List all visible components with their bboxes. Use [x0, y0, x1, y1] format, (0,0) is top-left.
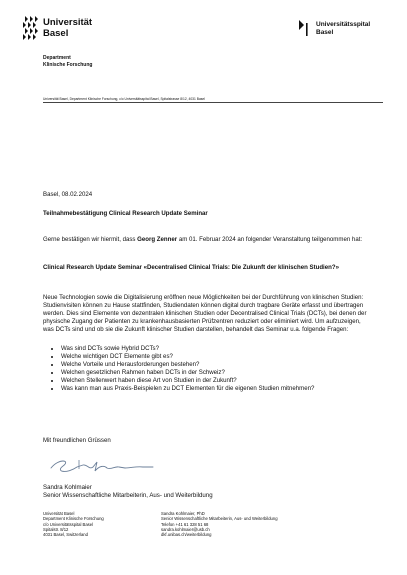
footer-left-line: Spitalstr. 8/12 [43, 526, 69, 532]
department-line-1: Department [43, 55, 71, 61]
closing-line: Mit freundlichen Grüssen [43, 437, 111, 444]
question-item: • Welchen gesetzlichen Rahmen haben DCTs in der Schweiz? [61, 369, 381, 377]
signer-block [43, 484, 373, 500]
question-item: • Was kann man aus Praxis-Beispielen zu DCT Elementen für die eigenen Studien mitnehmen? [61, 385, 381, 393]
department-line-2: Klinische Forschung [43, 61, 93, 68]
footer-left-line: Department Klinische Forschung [43, 516, 104, 522]
signer-name: Sandra Kohlmaier [43, 484, 92, 491]
seminar-title: Clinical Research Update Seminar «Decentralised Clinical Trials: Die Zukunft der klinischen Studien?» [43, 264, 339, 271]
footer-contact-name: Sandra Kohlmaier, PhD [161, 511, 205, 516]
intro-text-end: am 01. Februar 2024 an folgender Veranstaltung teilgenommen hat: [177, 236, 363, 243]
letter-subject: Teilnahmebestätigung Clinical Research Update Seminar [43, 210, 208, 217]
question-item: • Welche Vorteile und Herausforderungen bestehen? [61, 361, 381, 369]
hospital-name-line-1: Universitätsspital [316, 21, 371, 28]
footer-phone: Telefon +41 61 328 51 68 [161, 521, 209, 527]
participant-name: Georg Zenner [137, 236, 178, 243]
question-item: • Was sind DCTs sowie Hybrid DCTs? [61, 345, 381, 353]
question-item: • Welchen Stellenwert haben diese Art von Studien in der Zukunft? [61, 377, 381, 385]
footer-website: dkf.unibas.ch/weiterbildung [161, 532, 212, 538]
question-list [52, 345, 381, 394]
footer-email: sandra.kohlmaier@usb.ch [161, 526, 210, 532]
footer-contact-title: Senior Wissenschaftliche Mitarbeiterin, Aus- und Weiterbildung [161, 516, 278, 522]
intro-text-start: Gerne bestätigen wir hiermit, dass [43, 236, 138, 243]
university-logo-mark-icon [23, 16, 39, 40]
university-name-line-1: Universität [43, 17, 93, 28]
handwritten-signature [49, 456, 169, 476]
hospital-name [316, 21, 370, 36]
footer-left-line: c/o Universitätsspital Basel [43, 521, 94, 527]
footer-left [43, 511, 104, 537]
intro-paragraph [43, 236, 373, 244]
footer-left-line: Universität Basel [43, 511, 75, 516]
sender-address-line: Universität Basel, Department Klinische Forschung, c/o Universitätsspital Basel, Spitalstrasse 8/12, 4031 Basel [43, 97, 383, 103]
department-name [43, 55, 92, 68]
footer-right [161, 511, 278, 537]
hospital-logo-mark-icon [298, 20, 310, 36]
university-name [43, 18, 92, 39]
signer-title: Senior Wissenschaftliche Mitarbeiterin, Aus- und Weiterbildung [43, 492, 213, 500]
letter-date: Basel, 08.02.2024 [43, 191, 93, 198]
description-paragraph: Neue Technologien sowie die Digitalisierung eröffnen neue Möglichkeiten bei der Durchführung von klinischen Studien: Studienvisiten können zu Hause stattfinden, Studiendaten können digital durch tragbare Geräte erfasst und übertragen werden. Dies sind Elemente von dezentralen klinischen Studien oder Decentralised Clinical Trials (DCTs), bei denen der physische Zugang der Patienten zu krankenhausbasierten Prüfzentren reduziert oder eliminiert wird. Um aufzuzeigen, was DCTs sind und ob sie die Zukunft klinischer Studien darstellen, behandelt das Seminar u.a. folgende Fragen: [43, 294, 367, 334]
hospital-name-line-2: Basel [316, 28, 334, 36]
footer-left-line: 4031 Basel, Switzerland [43, 532, 88, 538]
question-item: • Welche wichtigen DCT Elemente gibt es? [61, 353, 381, 361]
university-name-line-2: Basel [43, 27, 69, 39]
